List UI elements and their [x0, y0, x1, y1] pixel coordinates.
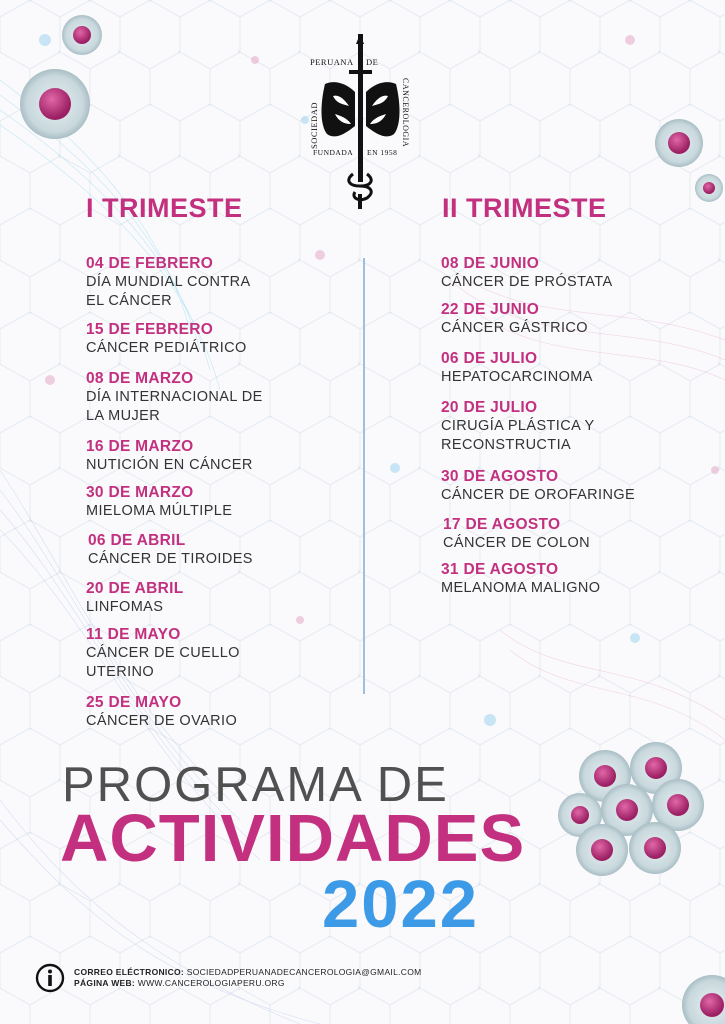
event-item [86, 483, 232, 521]
event-date: 04 DE FEBRERO [86, 255, 214, 272]
event-item [86, 437, 253, 475]
event-name-line: CÁNCER DE OVARIO [86, 713, 238, 729]
event-item [443, 515, 590, 553]
event-name-line: CÁNCER PEDIÁTRICO [86, 340, 247, 356]
event-item [441, 254, 613, 292]
heading-year: 2022 [322, 867, 480, 942]
event-item [88, 531, 253, 569]
email-line [74, 967, 422, 978]
event-name-line: MELANOMA MALIGNO [441, 580, 601, 596]
trimester-1-title: I TRIMESTE [86, 193, 243, 223]
event-name-line: UTERINO [86, 664, 155, 680]
email-label: CORREO ELÉCTRONICO: [74, 967, 185, 977]
event-date: 16 DE MARZO [86, 438, 194, 455]
event-date: 15 DE FEBRERO [86, 321, 214, 338]
event-name-line: CÁNCER GÁSTRICO [441, 320, 588, 336]
event-date: 22 DE JUNIO [441, 301, 540, 318]
event-date: 06 DE JULIO [441, 350, 538, 367]
heading-line-2: ACTIVIDADES [60, 801, 526, 876]
event-item [86, 625, 240, 682]
logo-text-year: EN 1958 [367, 148, 398, 157]
event-date: 17 DE AGOSTO [443, 516, 561, 533]
event-date: 25 DE MAYO [86, 694, 182, 711]
event-name-line: LINFOMAS [86, 599, 164, 615]
event-item [441, 467, 635, 505]
event-date: 31 DE AGOSTO [441, 561, 559, 578]
event-date: 08 DE MARZO [86, 370, 194, 387]
email-address[interactable]: SOCIEDADPERUANADECANCEROLOGIA@GMAIL.COM [186, 967, 422, 977]
event-date: 20 DE ABRIL [86, 580, 184, 597]
trimester-2-title: II TRIMESTE [442, 193, 607, 223]
event-date: 30 DE MARZO [86, 484, 194, 501]
web-line [74, 978, 422, 989]
event-name-line: HEPATOCARCINOMA [441, 369, 593, 385]
web-label: PÁGINA WEB: [74, 978, 136, 988]
info-icon [35, 963, 65, 993]
event-date: 06 DE ABRIL [88, 532, 186, 549]
logo-text-de: DE [366, 57, 379, 67]
heading-line-1: PROGRAMA DE [62, 758, 449, 812]
event-name-line: CIRUGÍA PLÁSTICA Y [441, 418, 595, 434]
society-logo [305, 34, 417, 209]
event-item [86, 369, 263, 426]
event-item [86, 693, 237, 731]
event-name-line: MIELOMA MÚLTIPLE [86, 503, 233, 519]
event-item [86, 254, 251, 311]
event-name-line: CÁNCER DE COLON [443, 535, 590, 551]
contact-info [74, 967, 422, 989]
event-name-line: DÍA MUNDIAL CONTRA [86, 274, 251, 290]
logo-text-peruana: PERUANA [310, 57, 354, 67]
event-name-line: EL CÁNCER [86, 293, 173, 309]
event-item [86, 320, 247, 358]
event-item [441, 349, 593, 387]
event-date: 30 DE AGOSTO [441, 468, 559, 485]
logo-text-cancerologia: CANCEROLOGIA [401, 78, 410, 148]
event-name-line: LA MUJER [86, 408, 161, 424]
event-item [441, 300, 588, 338]
event-date: 11 DE MAYO [86, 626, 181, 643]
logo-text-sociedad: SOCIEDAD [309, 102, 319, 149]
event-name-line: NUTICIÓN EN CÁNCER [86, 457, 253, 473]
column-divider [363, 258, 365, 694]
event-name-line: CÁNCER DE PRÓSTATA [441, 274, 613, 290]
event-date: 08 DE JUNIO [441, 255, 540, 272]
event-name-line: CÁNCER DE TIROIDES [88, 551, 253, 567]
event-name-line: DÍA INTERNACIONAL DE [86, 389, 263, 405]
event-name-line: RECONSTRUCTIA [441, 437, 572, 453]
event-name-line: CÁNCER DE OROFARINGE [441, 487, 636, 503]
event-item [441, 398, 595, 455]
event-item [86, 579, 183, 617]
web-address[interactable]: WWW.CANCEROLOGIAPERU.ORG [137, 978, 285, 988]
event-date: 20 DE JULIO [441, 399, 538, 416]
logo-text-fundada: FUNDADA [313, 148, 354, 157]
event-item [441, 560, 601, 598]
event-name-line: CÁNCER DE CUELLO [86, 645, 240, 661]
